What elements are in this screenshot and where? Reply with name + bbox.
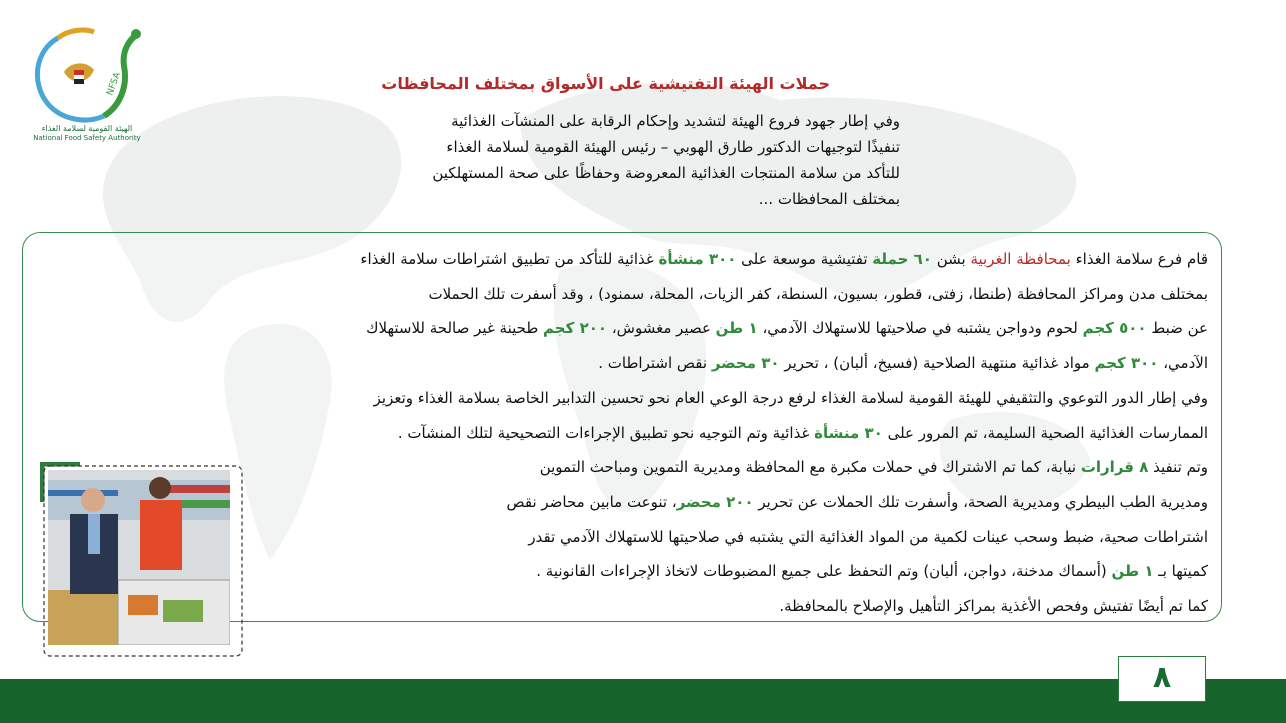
text-run: غذائية وتم التوجيه نحو تطبيق الإجراءات التصحيحية لتلك المنشآت . [397, 423, 815, 442]
body-line-3 [258, 311, 1208, 346]
nfsa-emblem-icon [28, 20, 146, 124]
intro-line: بمختلف المحافظات ... [758, 190, 900, 208]
nfsa-logo [28, 20, 146, 145]
intro-line: تنفيذًا لتوجيهات الدكتور طارق الهوبي – رئيس الهيئة القومية لسلامة الغذاء [446, 138, 900, 156]
body-line-4 [258, 346, 1208, 381]
governorate-highlight: بمحافظة الغربية [970, 250, 1071, 268]
figure-highlight: ٣٠٠ كجم [1094, 354, 1159, 373]
text-run: عصير مغشوش، [607, 319, 716, 338]
inspection-photo [48, 470, 230, 645]
text-run: قام فرع سلامة الغذاء [1070, 250, 1208, 268]
figure-highlight: ٨ قرارات [1080, 458, 1149, 477]
figure-highlight: ٢٠٠ محضر [676, 492, 754, 511]
inspection-photo-image [48, 470, 230, 645]
text-run: الآدمي، [1158, 354, 1208, 373]
text-run: وتم تنفيذ [1148, 458, 1208, 477]
text-run: بشن [931, 250, 971, 268]
body-line-6 [258, 416, 1208, 451]
body-line-10 [258, 554, 1208, 589]
figure-highlight: ٣٠٠ منشأة [658, 250, 737, 268]
figure-highlight: ٢٠٠ كجم [543, 319, 608, 338]
figure-highlight: ٦٠ حملة [872, 250, 932, 268]
intro-line: للتأكد من سلامة المنتجات الغذائية المعروضة وحفاظًا على صحة المستهلكين [432, 164, 900, 182]
intro-line: وفي إطار جهود فروع الهيئة لتشديد وإحكام الرقابة على المنشآت الغذائية [451, 112, 900, 130]
figure-highlight: ١ طن [715, 319, 758, 338]
logo-org-en: National Food Safety Authority [33, 134, 141, 142]
text-run: نيابة، كما تم الاشتراك في حملات مكبرة مع المحافظة ومديرية التموين ومباحث التموين [539, 458, 1081, 477]
page-number: ٨ [1118, 656, 1206, 702]
text-run: نقص اشتراطات . [598, 354, 712, 373]
body-line-8 [258, 485, 1208, 520]
footer-bar [0, 679, 1286, 723]
text-run: تفتيشية موسعة على [736, 250, 873, 268]
text-run: الممارسات الغذائية الصحية السليمة، تم المرور على [882, 423, 1208, 442]
intro-paragraph [300, 108, 900, 212]
logo-org-ar: الهيئة القومية لسلامة الغذاء [41, 124, 133, 133]
body-line-5: وفي إطار الدور التوعوي والتثقيفي للهيئة القومية لسلامة الغذاء لرفع درجة الوعي العام نحو تحسين التدابير الخاصة بسلامة الغذاء وتعزيز [373, 388, 1208, 407]
text-run: طحينة غير صالحة للاستهلاك [366, 319, 544, 338]
text-run: عن ضبط [1146, 319, 1208, 338]
body-line-7 [258, 450, 1208, 485]
logo-badge: NFSA [105, 71, 123, 98]
body-line-11: كما تم أيضًا تفتيش وفحص الأغذية بمراكز التأهيل والإصلاح بالمحافظة. [779, 597, 1208, 616]
figure-highlight: ٣٠ محضر [711, 354, 780, 373]
body-paragraph [258, 242, 1208, 624]
text-run: لحوم ودواجن يشتبه في صلاحيتها للاستهلاك الآدمي، [757, 319, 1083, 338]
text-run: (أسماك مدخنة، دواجن، ألبان) وتم التحفظ على جميع المضبوطات لاتخاذ الإجراءات القانونية . [536, 562, 1112, 581]
body-line-9: اشتراطات صحية، ضبط وسحب عينات لكمية من المواد الغذائية التي يشتبه في صلاحيتها للاستهلاك الآدمي تقدر [528, 527, 1208, 546]
figure-highlight: ٣٠ منشأة [814, 423, 883, 442]
text-run: ، تنوعت مابين محاضر نقص [506, 492, 677, 511]
page-title: حملات الهيئة التفتيشية على الأسواق بمختلف المحافظات [381, 74, 830, 93]
text-run: ومديرية الطب البيطري ومديرية الصحة، وأسفرت تلك الحملات عن تحرير [753, 492, 1208, 511]
body-line-1 [258, 242, 1208, 277]
text-run: غذائية للتأكد من تطبيق اشتراطات سلامة الغذاء [360, 250, 659, 268]
text-run: كميتها بـ [1153, 562, 1208, 581]
body-line-2: بمختلف مدن ومراكز المحافظة (طنطا، زفتى، قطور، بسيون، السنطة، كفر الزيات، المحلة، سمنود) ، وقد أسفرت تلك الحملات [428, 284, 1208, 303]
text-run: مواد غذائية منتهية الصلاحية (فسيخ، ألبان) ، تحرير [779, 354, 1095, 373]
figure-highlight: ١ طن [1111, 562, 1154, 581]
figure-highlight: ٥٠٠ كجم [1082, 319, 1147, 338]
